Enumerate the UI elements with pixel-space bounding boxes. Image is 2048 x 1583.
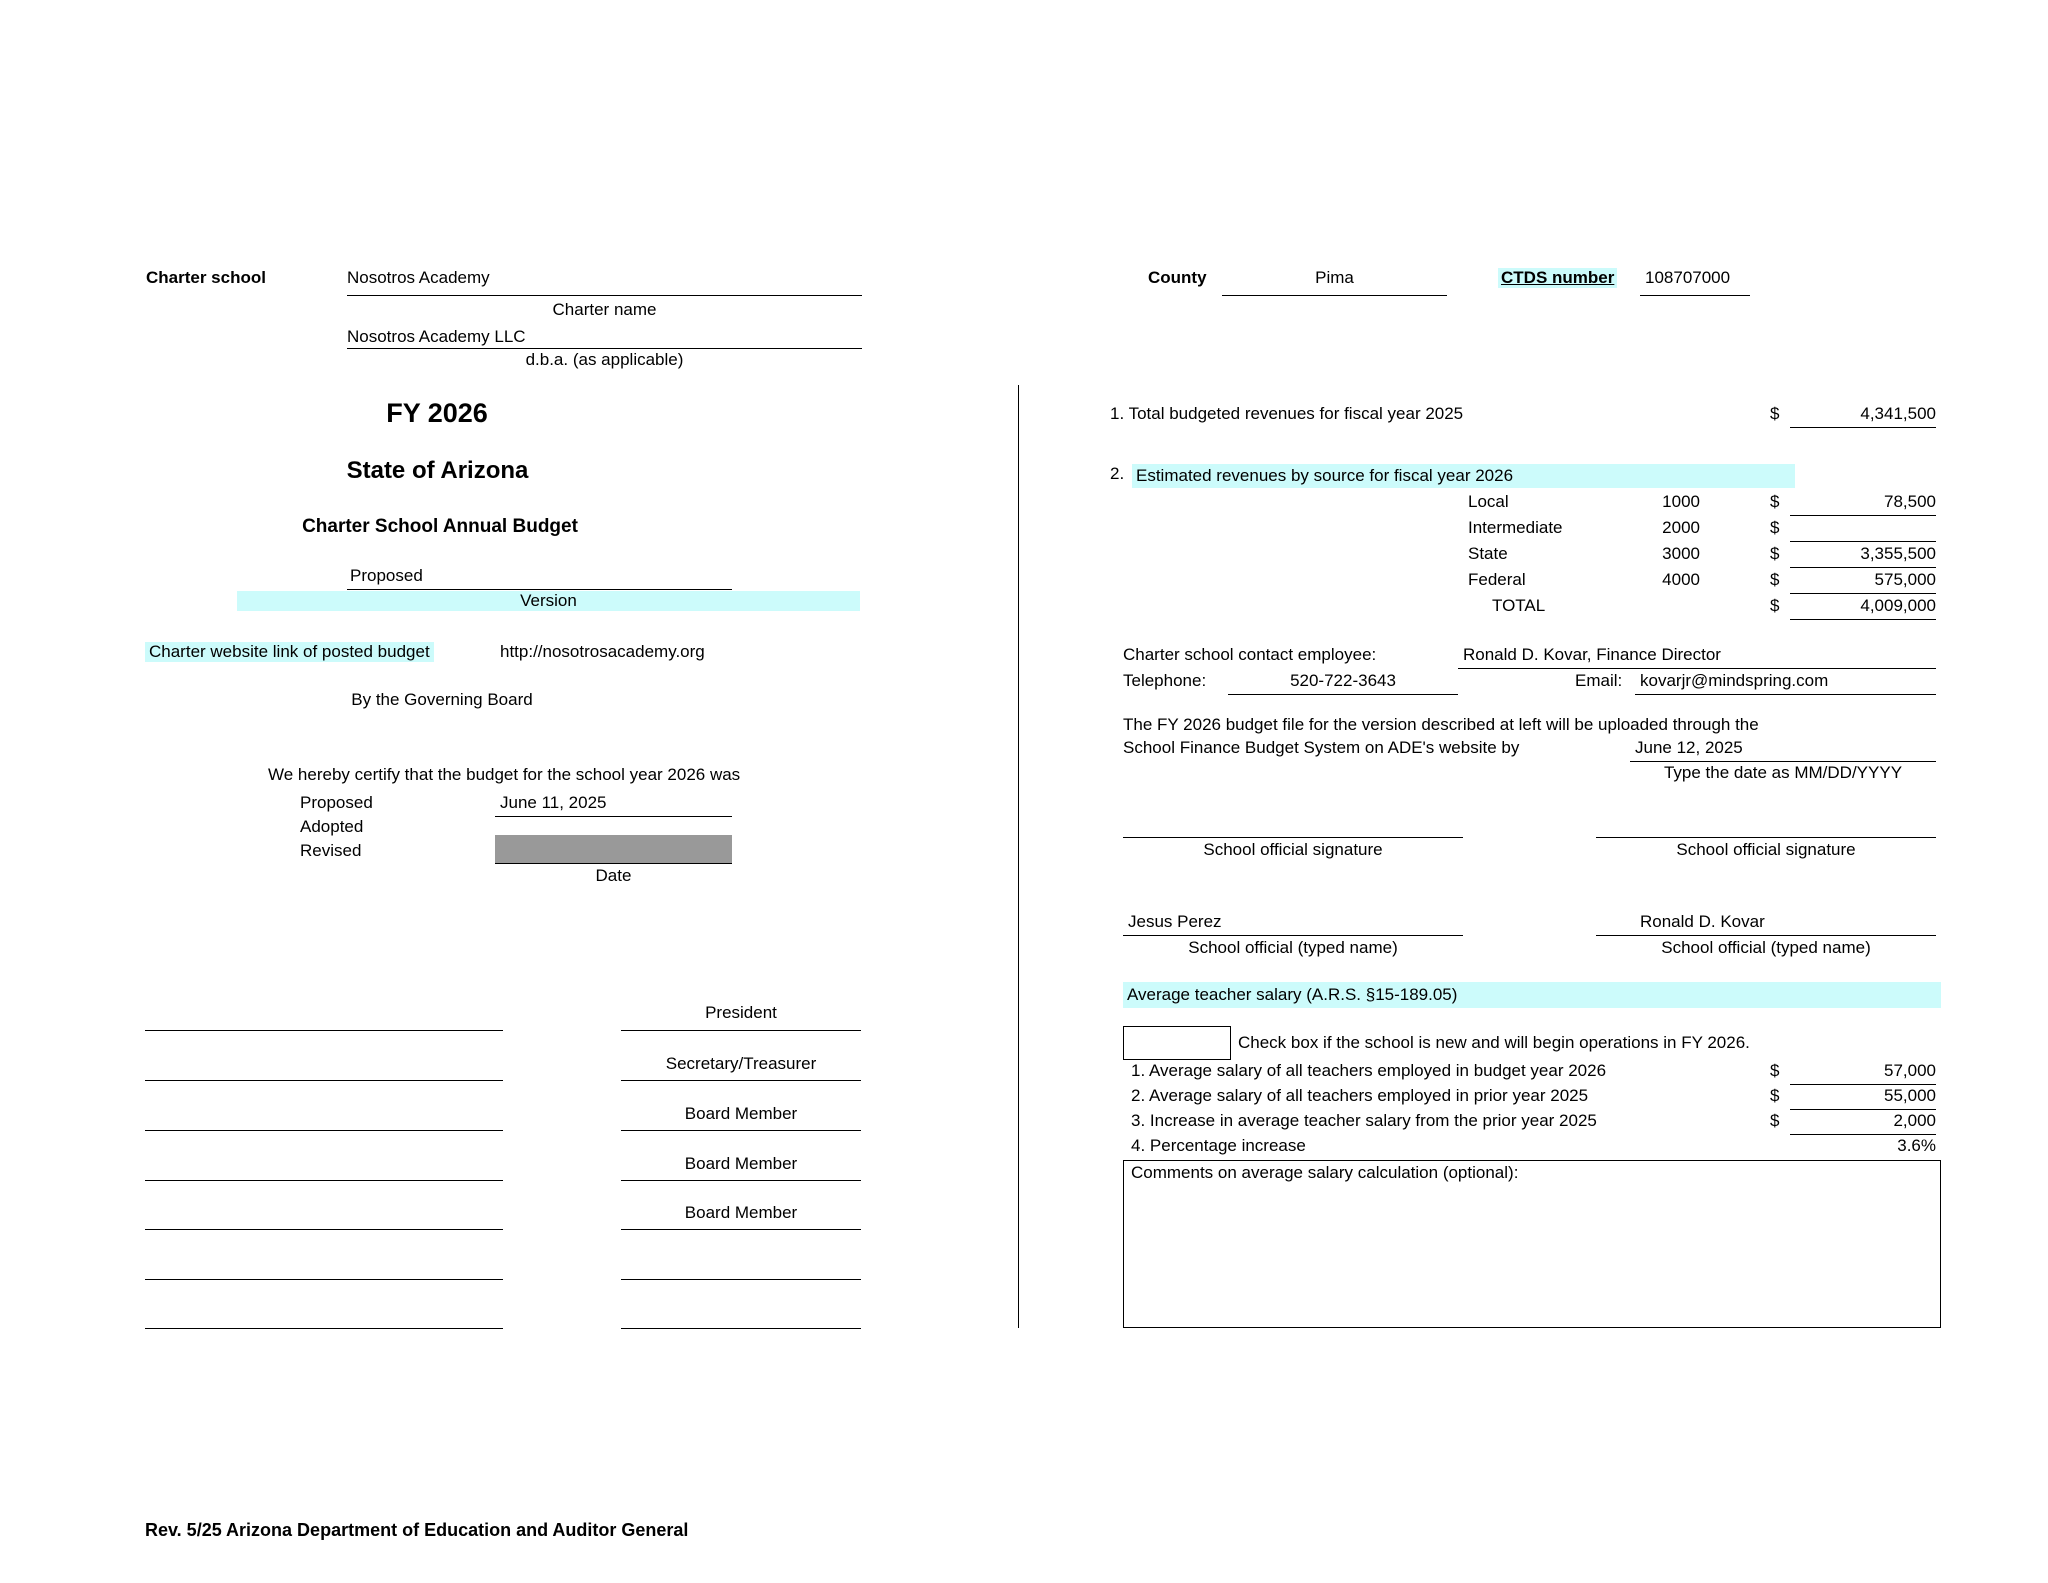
certify-row-0-label: Proposed <box>300 793 373 812</box>
signature-line-left-7[interactable] <box>145 1328 503 1329</box>
revenue-row-2-source: State <box>1468 544 1508 563</box>
official-signature-line-right[interactable] <box>1596 837 1936 838</box>
typed-name-left[interactable]: Jesus Perez <box>1128 912 1222 931</box>
revenue-row-0-amount[interactable]: 78,500 <box>1884 492 1936 511</box>
salary-row-2-label: 3. Increase in average teacher salary from the prior year 2025 <box>1131 1111 1597 1130</box>
footer-text: Rev. 5/25 Arizona Department of Education and Auditor General <box>145 1520 689 1540</box>
signature-line-right-6[interactable] <box>621 1279 861 1280</box>
signature-line-right-1[interactable] <box>621 1030 861 1031</box>
contact-label: Charter school contact employee: <box>1123 645 1377 664</box>
county-value[interactable]: Pima <box>1315 268 1354 287</box>
email-rule <box>1635 694 1936 695</box>
revenue-row-0-currency: $ <box>1770 492 1780 511</box>
salary-row-1-value[interactable]: 55,000 <box>1884 1086 1936 1105</box>
upload-date-rule <box>1630 761 1936 762</box>
salary-row-2-value: 2,000 <box>1893 1111 1936 1130</box>
item1-rule <box>1790 427 1936 428</box>
salary-row-1-currency: $ <box>1770 1086 1780 1105</box>
item1-currency: $ <box>1770 404 1780 423</box>
date-caption: Date <box>595 866 632 885</box>
official-signature-line-left[interactable] <box>1123 837 1463 838</box>
charter-name-value[interactable]: Nosotros Academy <box>347 268 490 287</box>
date-format-hint: Type the date as MM/DD/YYYY <box>1663 763 1903 782</box>
salary-row-1-label: 2. Average salary of all teachers employed in prior year 2025 <box>1131 1086 1589 1105</box>
upload-date-value[interactable]: June 12, 2025 <box>1635 738 1743 757</box>
revenue-row-1-source: Intermediate <box>1468 518 1563 537</box>
county-label: County <box>1148 268 1207 287</box>
revenue-row-1-rule <box>1790 541 1936 542</box>
typed-name-right[interactable]: Ronald D. Kovar <box>1640 912 1765 931</box>
revenue-row-2-amount[interactable]: 3,355,500 <box>1860 544 1936 563</box>
dba-rule <box>347 348 862 349</box>
dba-value[interactable]: Nosotros Academy LLC <box>347 327 526 346</box>
salary-row-2-currency: $ <box>1770 1111 1780 1130</box>
signature-line-right-5[interactable] <box>621 1229 861 1230</box>
email-value[interactable]: kovarjr@mindspring.com <box>1640 671 1829 690</box>
signature-title-4: Board Member <box>684 1203 798 1222</box>
certify-row-2-label: Revised <box>300 841 362 860</box>
email-label: Email: <box>1575 671 1623 690</box>
salary-row-3-label: 4. Percentage increase <box>1131 1136 1306 1155</box>
contact-value[interactable]: Ronald D. Kovar, Finance Director <box>1463 645 1721 664</box>
revenue-row-3-currency: $ <box>1770 570 1780 589</box>
signature-title-1: Secretary/Treasurer <box>665 1054 817 1073</box>
contact-rule <box>1458 668 1936 669</box>
signature-line-left-3[interactable] <box>145 1130 503 1131</box>
revenue-row-1-currency: $ <box>1770 518 1780 537</box>
signature-line-right-3[interactable] <box>621 1130 861 1131</box>
salary-row-3-value: 3.6% <box>1897 1136 1936 1155</box>
certify-text: We hereby certify that the budget for the school year 2026 was <box>268 765 741 784</box>
website-value[interactable]: http://nosotrosacademy.org <box>500 642 705 661</box>
salary-row-1-rule <box>1790 1109 1936 1110</box>
signature-line-left-5[interactable] <box>145 1229 503 1230</box>
certify-row-0-value[interactable]: June 11, 2025 <box>500 793 607 812</box>
upload-line-1: The FY 2026 budget file for the version described at left will be uploaded through the <box>1123 715 1759 734</box>
version-rule <box>347 589 732 590</box>
revenue-row-0-code: 1000 <box>1662 492 1700 511</box>
new-school-checkbox[interactable] <box>1123 1026 1231 1060</box>
signature-title-2: Board Member <box>684 1104 798 1123</box>
ctds-label: CTDS number <box>1498 268 1617 288</box>
version-value[interactable]: Proposed <box>350 566 423 585</box>
revenue-row-3-rule <box>1790 593 1936 594</box>
ctds-value[interactable]: 108707000 <box>1645 268 1731 287</box>
ctds-rule <box>1640 295 1750 296</box>
state-title: State of Arizona <box>346 457 529 484</box>
typed-name-caption-right: School official (typed name) <box>1661 938 1871 957</box>
revenue-row-4-source: TOTAL <box>1492 596 1546 615</box>
salary-row-0-currency: $ <box>1770 1061 1780 1080</box>
telephone-label: Telephone: <box>1123 671 1207 690</box>
salary-row-2-rule <box>1790 1134 1936 1135</box>
item2-label: Estimated revenues by source for fiscal year 2026 <box>1132 464 1795 488</box>
revenue-row-0-rule <box>1790 515 1936 516</box>
certify-row-1-label: Adopted <box>300 817 364 836</box>
revenue-row-1-code: 2000 <box>1662 518 1700 537</box>
charter-school-label: Charter school <box>146 268 266 287</box>
upload-line-2: School Finance Budget System on ADE's website by <box>1123 738 1520 757</box>
average-teacher-salary-header: Average teacher salary (A.R.S. §15-189.05) <box>1123 982 1941 1008</box>
signature-line-right-4[interactable] <box>621 1180 861 1181</box>
telephone-value[interactable]: 520-722-3643 <box>1290 671 1396 690</box>
official-signature-caption-left: School official signature <box>1203 840 1383 859</box>
version-caption: Version <box>237 591 860 611</box>
item1-label: 1. Total budgeted revenues for fiscal year 2025 <box>1110 404 1464 423</box>
salary-row-0-value[interactable]: 57,000 <box>1884 1061 1936 1080</box>
charter-name-caption: Charter name <box>552 300 657 319</box>
item2-number: 2. <box>1110 464 1125 483</box>
new-school-checkbox-label: Check box if the school is new and will begin operations in FY 2026. <box>1238 1033 1750 1052</box>
typed-name-left-rule <box>1123 935 1463 936</box>
revenue-row-0-source: Local <box>1468 492 1509 511</box>
pane-divider <box>1018 385 1019 1328</box>
revenue-row-2-rule <box>1790 567 1936 568</box>
signature-line-left-6[interactable] <box>145 1279 503 1280</box>
typed-name-caption-left: School official (typed name) <box>1188 938 1398 957</box>
signature-line-left-2[interactable] <box>145 1080 503 1081</box>
signature-title-0: President <box>705 1003 777 1022</box>
item1-value[interactable]: 4,341,500 <box>1860 404 1936 423</box>
website-label: Charter website link of posted budget <box>145 642 434 662</box>
salary-row-0-label: 1. Average salary of all teachers employed in budget year 2026 <box>1131 1061 1607 1080</box>
revenue-row-3-source: Federal <box>1468 570 1526 589</box>
charter-name-rule <box>347 295 862 296</box>
signature-line-left-1[interactable] <box>145 1030 503 1031</box>
county-rule <box>1222 295 1447 296</box>
revenue-row-3-amount[interactable]: 575,000 <box>1874 570 1936 589</box>
revised-date-blank[interactable] <box>495 835 732 864</box>
certify-row-0-rule <box>495 816 732 817</box>
salary-row-0-rule <box>1790 1084 1936 1085</box>
official-signature-caption-right: School official signature <box>1676 840 1856 859</box>
revenue-row-3-code: 4000 <box>1662 570 1700 589</box>
signature-line-left-4[interactable] <box>145 1180 503 1181</box>
comments-label: Comments on average salary calculation (optional): <box>1131 1163 1519 1182</box>
signature-title-3: Board Member <box>684 1154 798 1173</box>
fiscal-year-title: FY 2026 <box>386 398 488 428</box>
by-governing-board: By the Governing Board <box>351 690 533 709</box>
signature-line-right-2[interactable] <box>621 1080 861 1081</box>
telephone-rule <box>1228 694 1458 695</box>
comments-box[interactable] <box>1123 1160 1941 1328</box>
dba-caption: d.b.a. (as applicable) <box>525 350 684 369</box>
typed-name-right-rule <box>1596 935 1936 936</box>
revenue-row-4-currency: $ <box>1770 596 1780 615</box>
revenue-total-amount: 4,009,000 <box>1860 596 1936 615</box>
revenue-row-2-code: 3000 <box>1662 544 1700 563</box>
revenue-row-2-currency: $ <box>1770 544 1780 563</box>
document-title: Charter School Annual Budget <box>302 516 578 537</box>
revenue-total-rule <box>1790 619 1936 620</box>
signature-line-right-7[interactable] <box>621 1328 861 1329</box>
